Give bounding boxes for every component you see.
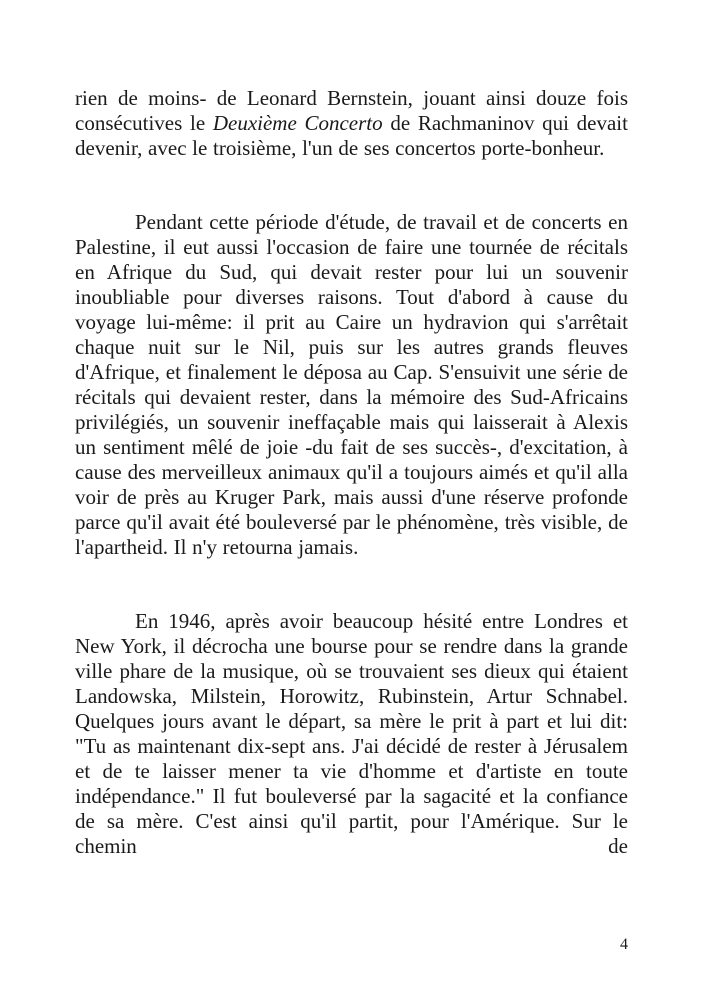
paragraph-1 [75, 86, 628, 161]
paragraph-1-text-end: de Rachmaninov qui devait devenir, avec le troisième, l'un de ses concertos porte-bonheur. [75, 111, 628, 160]
paragraph-1-text-start: rien de moins- de Leonard Bernstein, jouant ainsi douze fois consécutives le [75, 86, 628, 135]
paragraph-2: Pendant cette période d'étude, de travail et de concerts en Palestine, il eut aussi l'occasion de faire une tournée de récitals en Afrique du Sud, qui devait rester pour lui un souvenir inoubliable pour diverses raisons. Tout d'abord à cause du voyage lui-même: il prit au Caire un hydravion qui s'arrêtait chaque nuit sur le Nil, puis sur les autres grands fleuves d'Afrique, et finalement le déposa au Cap. S'ensuivit une série de récitals qui devaient rester, dans la mémoire des Sud-Africains privilégiés, un souvenir ineffaçable mais qui laisserait à Alexis un sentiment mêlé de joie -du fait de ses succès-, d'excitation, à cause des merveilleux animaux qu'il a toujours aimés et qu'il alla voir de près au Kruger Park, mais aussi d'une réserve profonde parce qu'il avait été bouleversé par le phénomène, très visible, de l'apartheid. Il n'y retourna jamais. [75, 210, 628, 559]
paragraph-3: En 1946, après avoir beaucoup hésité entre Londres et New York, il décrocha une bourse pour se rendre dans la grande ville phare de la musique, où se trouvaient ses dieux qui étaient Landowska, Milstein, Horowitz, Rubinstein, Artur Schnabel. Quelques jours avant le départ, sa mère le prit à part et lui dit: "Tu as maintenant dix-sept ans. J'ai décidé de rester à Jérusalem et de te laisser mener ta vie d'homme et d'artiste en toute indépendance." Il fut bouleversé par la sagacité et la confiance de sa mère. C'est ainsi qu'il partit, pour l'Amérique. Sur le chemin de [75, 609, 628, 858]
page-number: 4 [620, 936, 628, 953]
work-title-italic: Deuxième Concerto [212, 111, 383, 135]
